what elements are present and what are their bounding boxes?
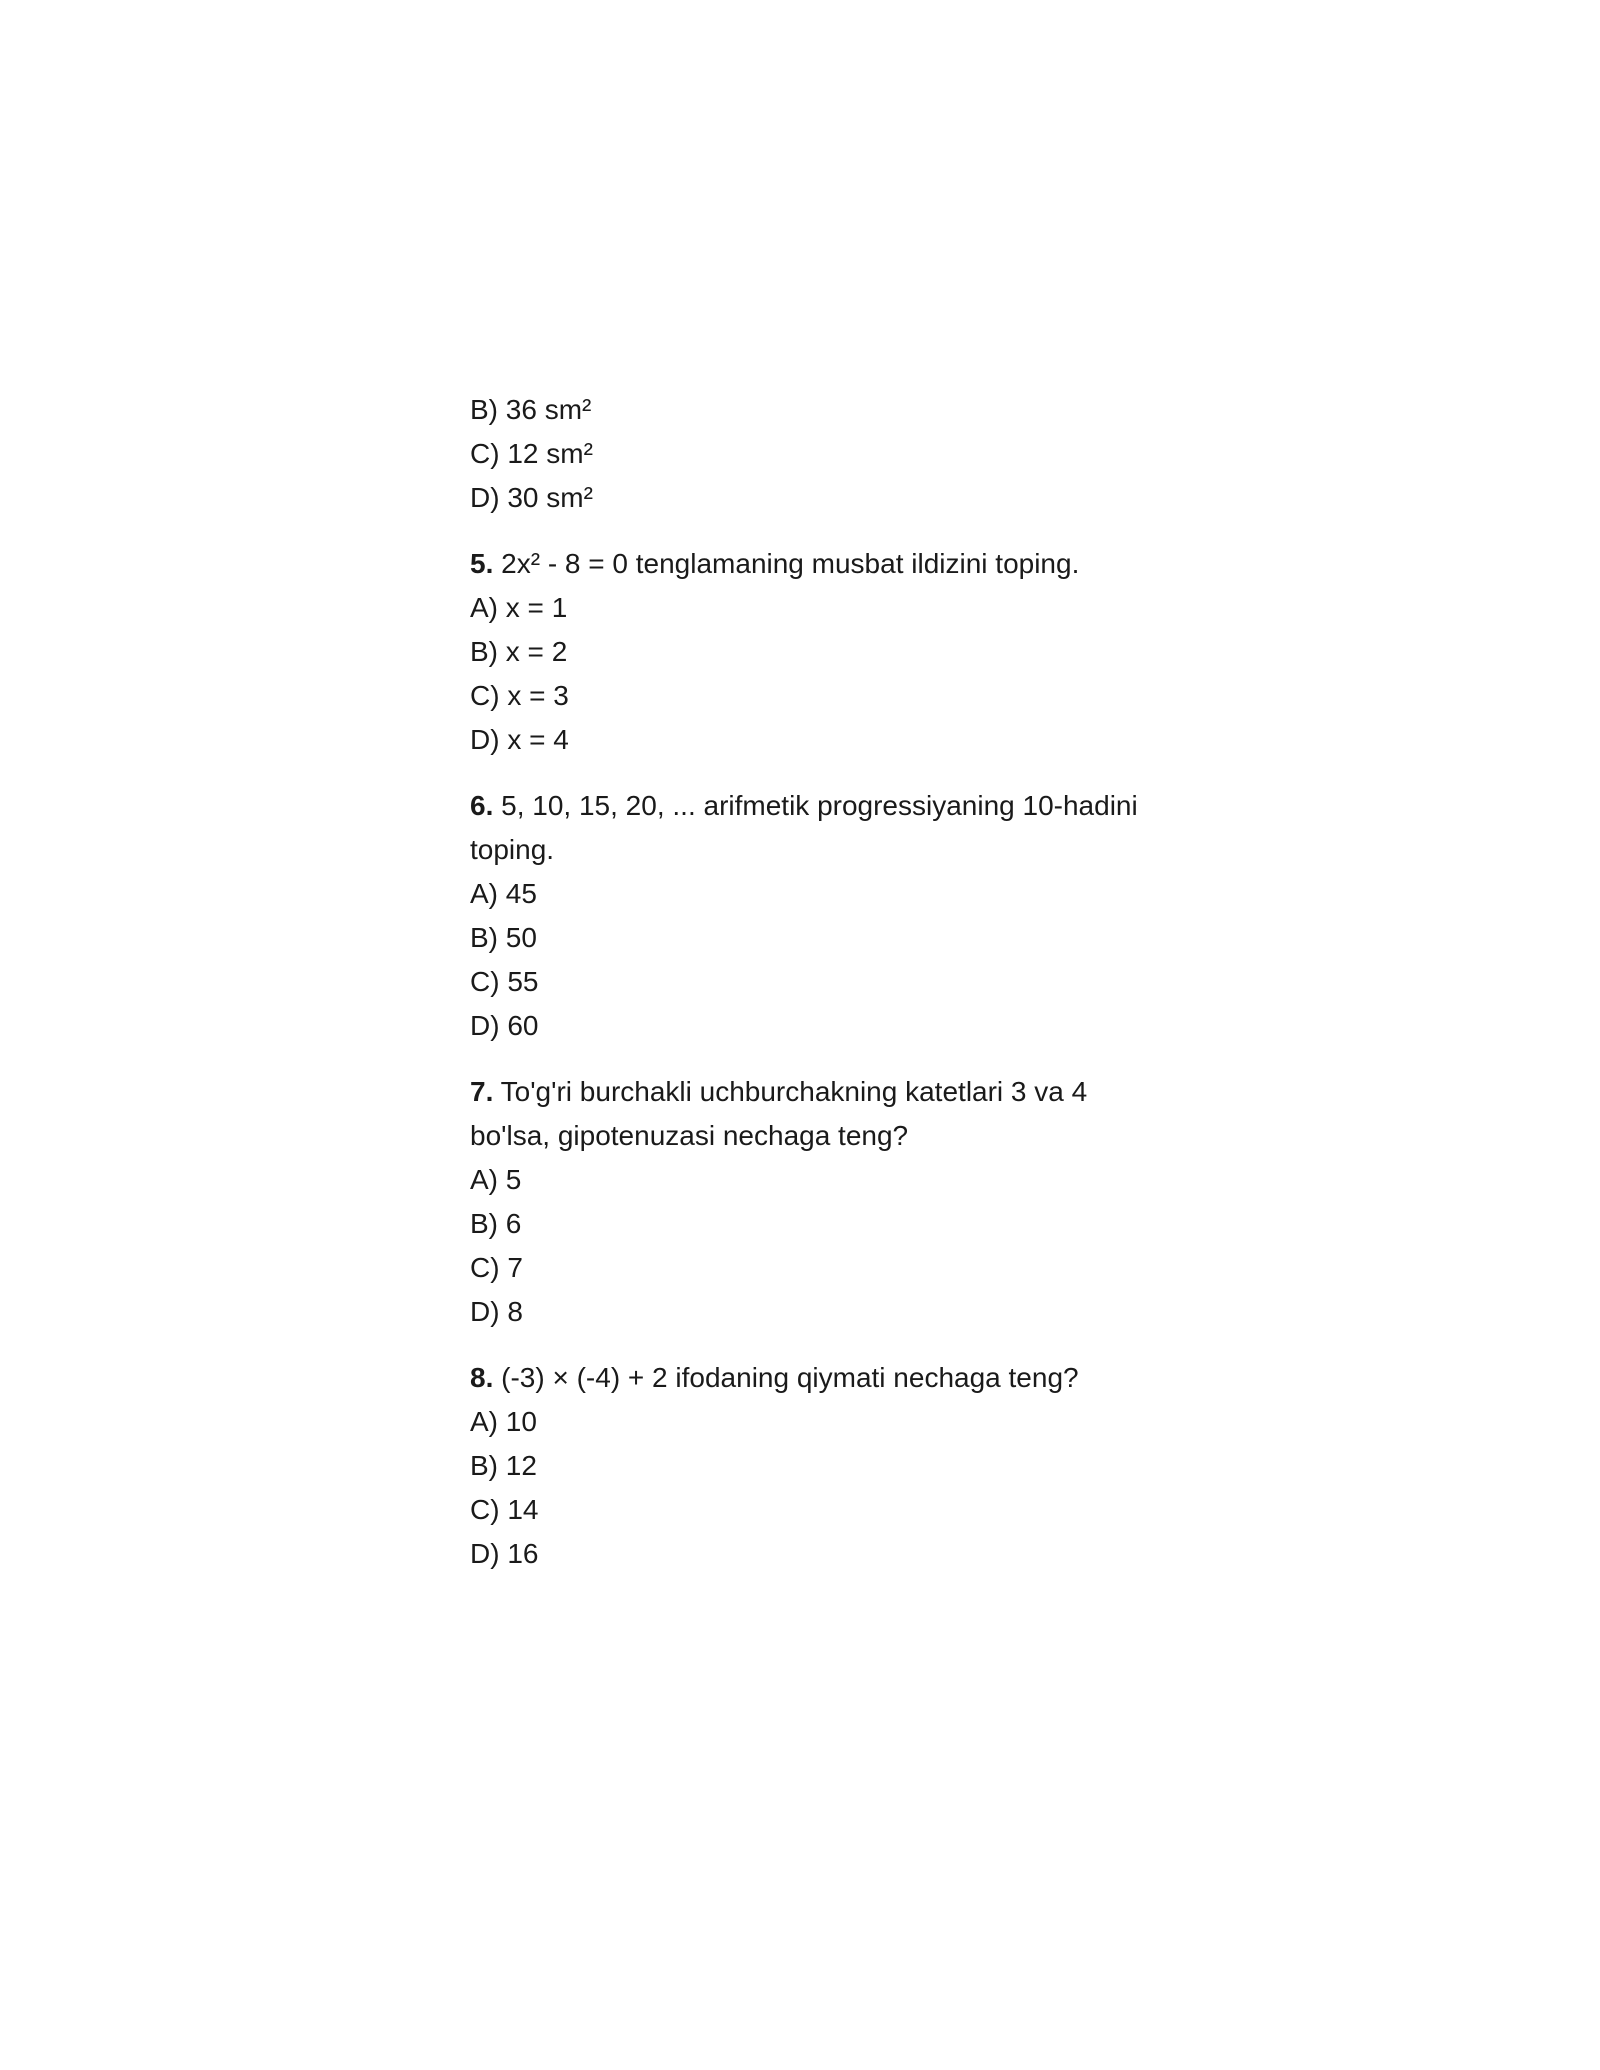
option-b: B) 6: [470, 1208, 522, 1239]
question-8: [470, 1356, 1150, 1576]
question-body: (-3) × (-4) + 2 ifodaning qiymati nechaga teng?: [501, 1362, 1079, 1393]
option-a: A) 5: [470, 1164, 522, 1195]
question-number: 5.: [470, 548, 494, 579]
option-c: C) 55: [470, 966, 539, 997]
question-text: [470, 1070, 1150, 1158]
option-b: B) 50: [470, 922, 537, 953]
question-7: [470, 1070, 1150, 1334]
question-text: [470, 542, 1150, 586]
option-c: C) 12 sm²: [470, 438, 593, 469]
option-c: C) 14: [470, 1494, 539, 1525]
option-b: B) x = 2: [470, 636, 568, 667]
option-d: D) 16: [470, 1538, 539, 1569]
option-d: D) 8: [470, 1296, 523, 1327]
option-a: A) 10: [470, 1406, 537, 1437]
option-a: A) 45: [470, 878, 537, 909]
question-number: 8.: [470, 1362, 494, 1393]
question-body: 2x² - 8 = 0 tenglamaning musbat ildizini toping.: [501, 548, 1080, 579]
option-b: B) 36 sm²: [470, 394, 592, 425]
option-a: A) x = 1: [470, 592, 568, 623]
question-5: [470, 542, 1150, 762]
previous-question-options: [470, 388, 1150, 520]
option-d: D) 30 sm²: [470, 482, 593, 513]
question-number: 6.: [470, 790, 494, 821]
test-content: [470, 388, 1150, 1576]
question-6: [470, 784, 1150, 1048]
option-d: D) x = 4: [470, 724, 569, 755]
option-b: B) 12: [470, 1450, 537, 1481]
option-d: D) 60: [470, 1010, 539, 1041]
question-text: [470, 1356, 1150, 1400]
option-c: C) 7: [470, 1252, 523, 1283]
question-text: [470, 784, 1150, 872]
question-number: 7.: [470, 1076, 494, 1107]
question-body: 5, 10, 15, 20, ... arifmetik progressiyaning 10-hadini toping.: [470, 790, 1138, 865]
question-body: To'g'ri burchakli uchburchakning katetlari 3 va 4 bo'lsa, gipotenuzasi nechaga teng?: [470, 1076, 1088, 1151]
option-c: C) x = 3: [470, 680, 569, 711]
